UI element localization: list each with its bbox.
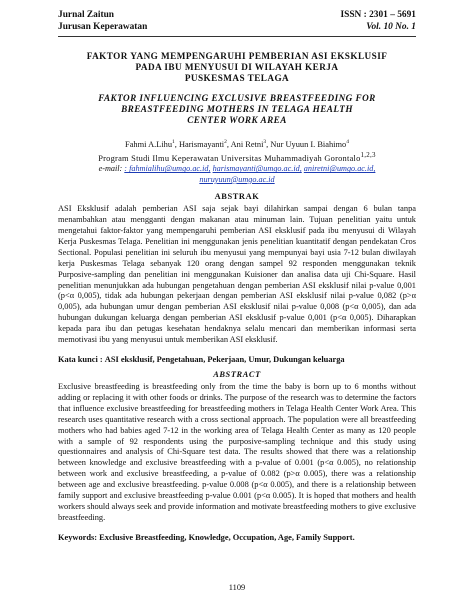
author-list: [58, 137, 416, 150]
abstrak-line: kepada para ibu dan petugas kesehatan hendaknya selalu mencari dan memberikan informasi serta: [58, 324, 416, 334]
page-number: 1109: [228, 583, 246, 592]
author-1: Fahmi A.Lihu: [125, 139, 173, 149]
abstract-line: breastfeeding.: [58, 512, 106, 522]
header-right: [340, 9, 416, 33]
author-2: Harismayanti: [178, 139, 225, 149]
abstract-heading: ABSTRACT: [213, 370, 261, 379]
volume-info: Vol. 10 No. 1: [366, 22, 416, 32]
abstract-line: with a sample of 92 respondents using the purposive-sampling technique and this study using: [58, 436, 416, 446]
author-3: Ani Retni: [230, 139, 264, 149]
abstrak-line: hubungan dukungan keluarga dengan pemberian ASI eksklusif p-value 0,001 (p<α 0,005). Diharapkan: [58, 313, 416, 323]
abstrak-line: penelitian menunjukkan ada hubungan pengetahuan dengan pemberian ASI eksklusif nilai p-value 0,001: [58, 280, 416, 290]
abstrak-line: kerja Puskesmas Telaga sebanyak 120 orang dengan sampel 92 responden menggunakan teknik: [58, 258, 416, 268]
abstrak-line: memotivasi ibu yang menyusui untuk memberikan ASI eksklusif.: [58, 335, 278, 345]
email-link-2[interactable]: harismayanti@umgo.ac.id,: [212, 164, 302, 174]
abstrak-line: menambahkan atau mengganti dengan makanan atau minuman lain. Tujuan penelitian yaitu untuk: [58, 215, 416, 225]
abstract-line: research uses quantitative research with a cross sectional approach. The population were all breastfeeding: [58, 414, 416, 424]
author-4-sup: 4: [346, 139, 349, 145]
abstrak-line: Purposive-sampling dan penelitian ini menggunakan Kuisioner dan analisa data uji Chi-Square. Hasil: [58, 269, 416, 279]
title-english: FAKTOR INFLUENCING EXCLUSIVE BREASTFEEDING FOR BREASTFEEDING MOTHERS IN TELAGA HEALTH CENTER WORK AREA: [98, 93, 376, 125]
abstrak-line: Kerja Puskesmas Telaga. Penelitian ini menggunakan jenis penelitian kuantitatif dengan pendekatan Cros: [58, 236, 416, 246]
title-indonesian: FAKTOR YANG MEMPENGARUHI PEMBERIAN ASI EKSKLUSIF PADA IBU MENYUSUI DI WILAYAH KERJA PUSKESMAS TELAGA: [86, 51, 388, 83]
author-2-sup: 2: [224, 139, 227, 145]
author-sep-1: ,: [174, 139, 179, 149]
affiliation-sup: 1,2,3: [360, 151, 376, 160]
abstrak-line: 0,005), ada hubungan umur dengan pemberian ASI eksklusif nilai p-value 0,008 (p<α 0,005), dan ada: [58, 302, 416, 312]
keywords: [58, 532, 416, 543]
abstrak-line: (p<α 0,005), tidak ada hubungan pekerjaan dengan pemberian ASI eksklusif nilai p-value 0,082 (p>α: [58, 291, 416, 301]
author-sep-3: , Nur Uyuun I. Biahimo: [266, 139, 347, 149]
abstrak-line: Sectional. Populasi penelitian ini seluruh ibu menyusui yang mempunyai bayi usia 7-12 bulan diwilayah: [58, 247, 416, 257]
running-header: [58, 9, 416, 33]
author-1-sup: 1: [172, 139, 175, 145]
issn: ISSN : 2301 – 5691: [340, 10, 416, 20]
department-name: Jurusan Keperawatan: [58, 22, 148, 32]
author-3-sup: 3: [263, 139, 267, 145]
abstract-line: mothers who had babies aged 7-12 in the working area of Telaga Health Center as many as 120 people: [58, 425, 416, 435]
email-link-3[interactable]: aniretni@umgo.ac.id,: [303, 164, 376, 174]
header-left: [58, 9, 147, 33]
abstract-line: family support and exclusive breastfeeding p-value 0.001 (p<α 0.005). It is hoped that mothers and health: [58, 491, 416, 501]
abstract-line: questionnaires and analysis of Chi-Square test data. The results showed that there was a relationship: [58, 447, 416, 457]
abstract-line: between knowledge and exclusive breastfeeding with a p-value of 0.001 (p<α 0.005), no relationship: [58, 458, 416, 468]
journal-name: Jurnal Zaitun: [58, 10, 115, 20]
keywords-text: Exclusive Breastfeeding, Knowledge, Occupation, Age, Family Support.: [99, 532, 355, 542]
email-line-2: [58, 175, 416, 185]
abstrak-line: ASI Eksklusif adalah pemberian ASI saja sejak bayi dilahirkan sampai dengan 6 bulan tanpa: [58, 204, 416, 214]
abstrak-text: [58, 204, 416, 346]
abstract-line: between age and exclusive breastfeeding. p-value 0.008 (p<α 0.005), and there is a relationship between: [58, 480, 416, 490]
header-rule: [58, 36, 416, 37]
kata-kunci-text: ASI eksklusif, Pengetahuan, Pekerjaan, Umur, Dukungan keluarga: [104, 355, 345, 364]
email-line-1: [58, 164, 416, 174]
email-link-1[interactable]: : fahmialihu@umgo.ac.id,: [124, 164, 211, 174]
abstrak-line: mengetahui faktor-faktor yang mempengaruhi pemberian ASI eksklusif pada ibu menyusui di Wilayah: [58, 226, 416, 236]
abstrak-heading: ABSTRAK: [214, 192, 260, 202]
abstract-text: [58, 382, 416, 524]
abstract-line: Exclusive breastfeeding is breastfeeding only from the time the baby is born up to 6 months without: [58, 382, 416, 391]
abstract-line: adding or replacing it with other foods or drinks. The purpose of the research was to determine the factors: [58, 392, 416, 402]
kata-kunci: [58, 354, 416, 365]
keywords-label: Keywords:: [58, 532, 98, 542]
abstract-line: that influence exclusive breastfeeding for breastfeeding mothers in Telaga Health Center Work Area. This: [58, 403, 416, 413]
affiliation: [58, 150, 416, 164]
author-sep-2: ,: [226, 139, 231, 149]
abstract-line: between work and exclusive breastfeeding, a p-value of 0.082 (p>α 0.005), there was a relationship: [58, 469, 416, 479]
affiliation-text: Program Studi Ilmu Keperawatan Universitas Muhammadiyah Gorontalo: [98, 154, 361, 163]
abstract-line: workers should always seek and provide information and motivate breastfeeding mothers to give exclusive: [58, 501, 416, 511]
email-link-4[interactable]: nuruyuun@umgo.ac.id: [199, 174, 275, 184]
kata-kunci-label: Kata kunci :: [58, 355, 103, 364]
email-label: e-mail:: [98, 164, 123, 174]
